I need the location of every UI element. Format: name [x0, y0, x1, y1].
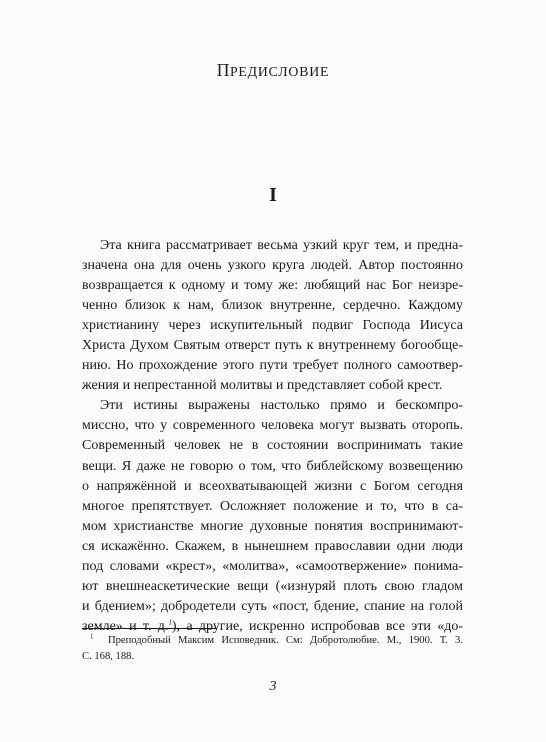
text-fragment: земле» и т. д. — [82, 618, 169, 634]
text-line: ся искажённо. Скажем, в нынешнем православии одни люди — [82, 538, 463, 554]
footnote-line — [82, 633, 463, 649]
footnote-divider — [82, 628, 216, 629]
text-line: христианину через искупительный подвиг Господа Иисуса — [82, 318, 463, 334]
text-line: жения и непрестанной молитвы и представляет собой крест. — [82, 378, 443, 394]
text-line: миссно, что у современного человека могут вызвать оторопь. — [82, 418, 463, 434]
text-line: под словами «крест», «молитва», «самоотвержение» понима- — [82, 558, 463, 574]
footnote-reference: 1 — [168, 618, 172, 627]
text-line: Христа Духом Святым отверст путь к внутреннему богообще- — [82, 338, 463, 354]
heading-initial: П — [216, 60, 230, 80]
footnote — [82, 633, 463, 665]
heading-rest: РЕДИСЛОВИЕ — [229, 64, 330, 79]
text-line: мом христианстве многие духовные понятия воспринимают- — [82, 518, 463, 534]
footnote-text: Преподобный Максим Исповедник. См: Добротолюбие. М., 1900. Т. 3. — [107, 635, 463, 646]
page-heading — [0, 60, 546, 81]
text-line: ченно близок к нам, близок внутренне, сердечно. Каждому — [82, 298, 463, 314]
page-number: 3 — [269, 679, 277, 694]
text-fragment: ), а другие, искренно испробовав все эти «до- — [171, 618, 464, 634]
text-line: Эти истины выражены настолько прямо и бескомпро- — [100, 398, 463, 414]
text-line: значена она для очень узкого круга людей. Автор постоянно — [82, 258, 463, 274]
text-line: Современный человек не в состоянии воспринимать такие — [82, 438, 463, 454]
text-line: нию. Но прохождение этого пути требует полного самоотвер- — [82, 358, 463, 374]
footnote-marker: 1 — [90, 632, 94, 641]
text-line: Эта книга рассматривает весьма узкий круг тем, и предна- — [100, 238, 463, 253]
text-line: и бдением»; добродетели суть «пост, бдение, спание на голой — [82, 598, 463, 614]
text-line: о напряжённой и всеохватывающей жизни с Богом сегодня — [82, 478, 463, 494]
text-line: многое препятствует. Осложняет положение и то, что в са- — [82, 498, 463, 514]
text-line: возвращается к одному и тому же: любящий нас Бог неизре- — [82, 278, 463, 294]
footnote-line: С. 168, 188. — [82, 651, 135, 662]
text-line: вещи. Я даже не говорю о том, что библейскому возвещению — [82, 458, 463, 474]
section-number: I — [269, 184, 277, 206]
body-text — [82, 236, 463, 637]
text-line: ют внешнеаскетические вещи («изнуряй плоть свою гладом — [82, 578, 463, 594]
